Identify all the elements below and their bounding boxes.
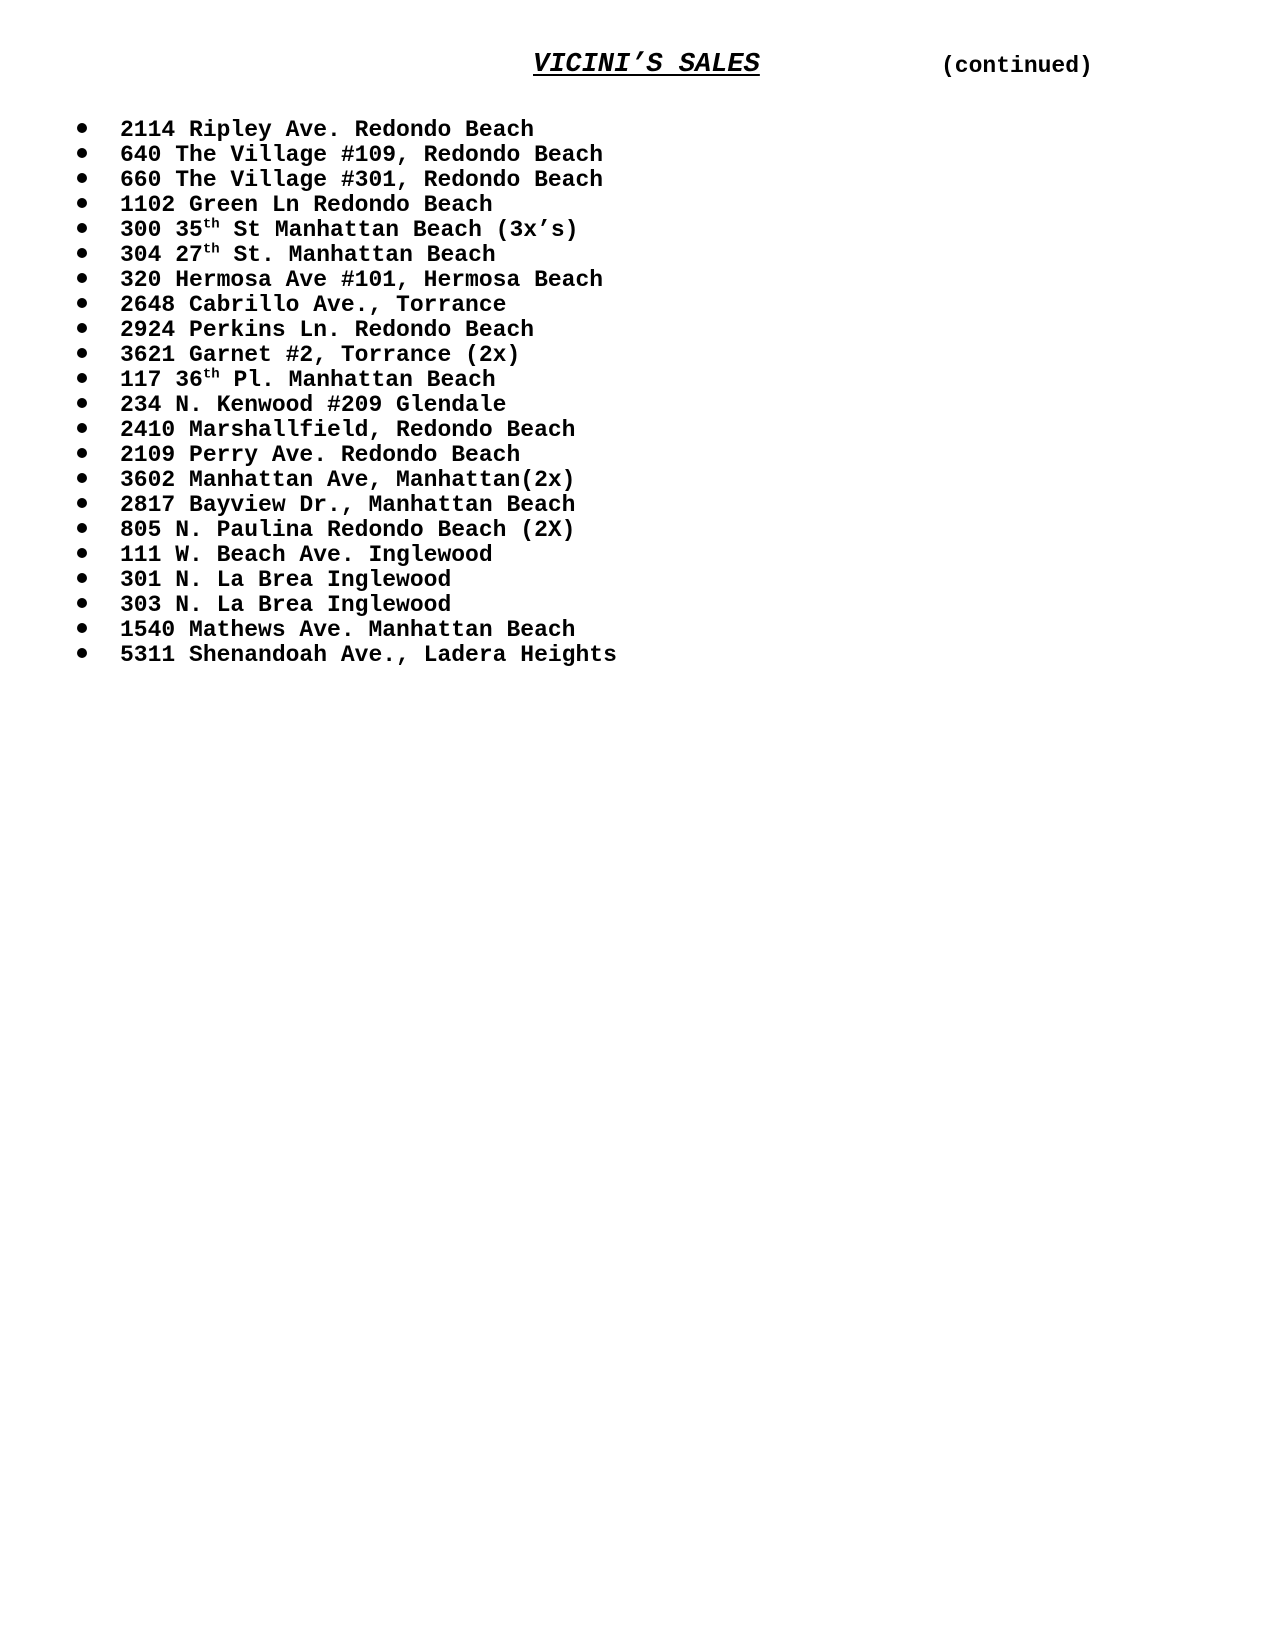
address-street: Pl. Manhattan Beach <box>219 367 496 393</box>
address-text <box>120 218 579 243</box>
ordinal-suffix: th <box>202 216 220 233</box>
bullet-icon <box>77 618 87 643</box>
bullet-icon <box>77 118 87 143</box>
address-text: 660 The Village #301, Redondo Beach <box>120 167 604 193</box>
page-header <box>0 50 1275 90</box>
bullet-icon <box>77 443 87 468</box>
bullet-icon <box>77 393 87 418</box>
page-title: VICINI’S SALES <box>533 50 760 80</box>
address-text: 805 N. Paulina Redondo Beach (2X) <box>120 517 576 543</box>
address-text: 301 N. La Brea Inglewood <box>120 567 452 593</box>
bullet-icon <box>77 193 87 218</box>
address-text: 640 The Village #109, Redondo Beach <box>120 142 604 168</box>
bullet-icon <box>77 468 87 493</box>
bullet-icon <box>77 143 87 168</box>
address-text: 234 N. Kenwood #209 Glendale <box>120 392 507 418</box>
address-text: 3602 Manhattan Ave, Manhattan(2x) <box>120 467 576 493</box>
address-text: 5311 Shenandoah Ave., Ladera Heights <box>120 642 617 668</box>
address-text: 2648 Cabrillo Ave., Torrance <box>120 292 507 318</box>
address-text: 2114 Ripley Ave. Redondo Beach <box>120 117 535 143</box>
address-text: 1102 Green Ln Redondo Beach <box>120 192 493 218</box>
bullet-icon <box>77 518 87 543</box>
address-number: 304 27 <box>120 242 203 268</box>
bullet-icon <box>77 293 87 318</box>
address-text <box>120 243 496 268</box>
bullet-icon <box>77 643 87 668</box>
bullet-icon <box>77 343 87 368</box>
bullet-icon <box>77 493 87 518</box>
address-text: 3621 Garnet #2, Torrance (2x) <box>120 342 521 368</box>
address-street: St. Manhattan Beach <box>219 242 496 268</box>
bullet-icon <box>77 218 87 243</box>
address-text: 303 N. La Brea Inglewood <box>120 592 452 618</box>
address-text <box>120 368 496 393</box>
address-text: 2109 Perry Ave. Redondo Beach <box>120 442 521 468</box>
bullet-icon <box>77 318 87 343</box>
address-text: 320 Hermosa Ave #101, Hermosa Beach <box>120 267 604 293</box>
bullet-icon <box>77 418 87 443</box>
bullet-icon <box>77 593 87 618</box>
bullet-icon <box>77 268 87 293</box>
address-text: 1540 Mathews Ave. Manhattan Beach <box>120 617 576 643</box>
bullet-icon <box>77 543 87 568</box>
bullet-icon <box>77 368 87 393</box>
address-number: 300 35 <box>120 217 203 243</box>
continued-label: (continued) <box>941 53 1093 79</box>
address-text: 2817 Bayview Dr., Manhattan Beach <box>120 492 576 518</box>
address-number: 117 36 <box>120 367 203 393</box>
ordinal-suffix: th <box>202 241 220 258</box>
bullet-icon <box>77 568 87 593</box>
address-text: 111 W. Beach Ave. Inglewood <box>120 542 493 568</box>
address-street: St Manhattan Beach (3x’s) <box>219 217 579 243</box>
ordinal-suffix: th <box>202 366 220 383</box>
bullet-icon <box>77 168 87 193</box>
bullet-icon <box>77 243 87 268</box>
address-text: 2924 Perkins Ln. Redondo Beach <box>120 317 535 343</box>
address-text: 2410 Marshallfield, Redondo Beach <box>120 417 576 443</box>
